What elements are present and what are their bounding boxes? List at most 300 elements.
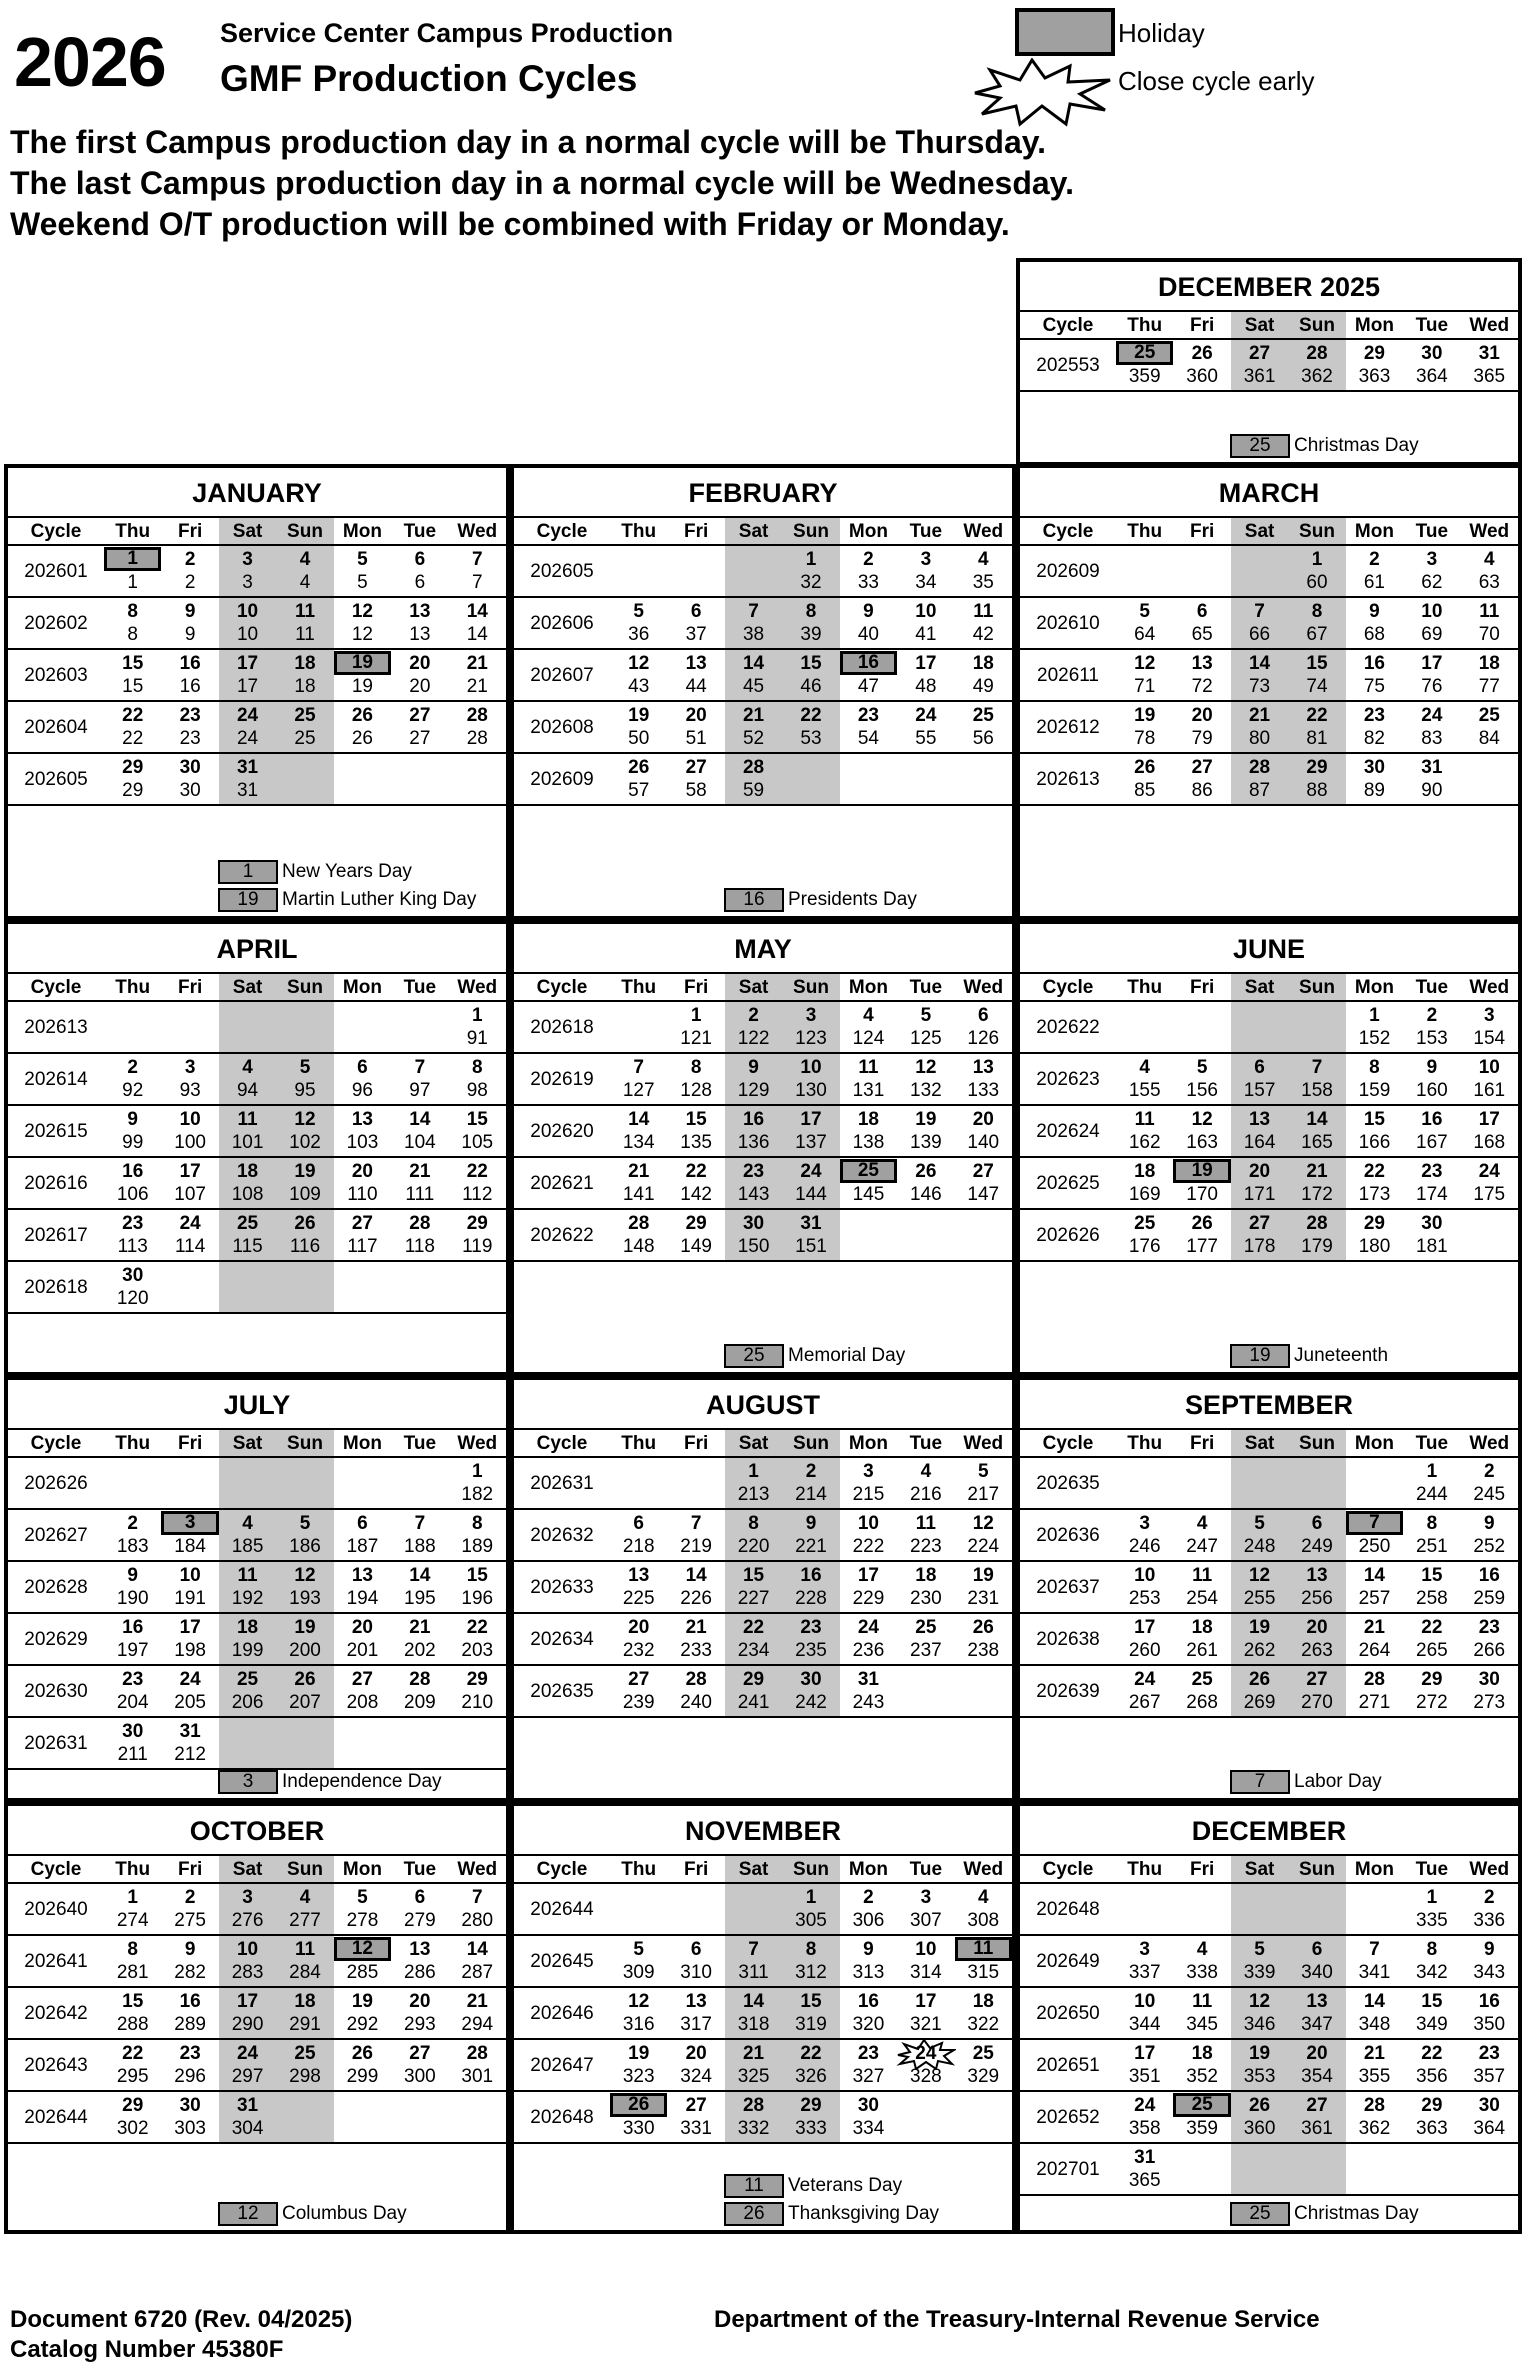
holiday-name: Labor Day	[1294, 1771, 1382, 1792]
day-julian: 46	[800, 676, 822, 697]
day-julian: 285	[346, 1962, 379, 1983]
day-date: 14	[1363, 1565, 1385, 1586]
day-date: 24	[236, 705, 259, 726]
day-date: 29	[122, 757, 144, 778]
day-header: Tue	[1403, 1430, 1460, 1458]
holiday-date-box: 11	[724, 2174, 784, 2198]
day-cell	[782, 1458, 839, 1510]
day-date: 19	[972, 1565, 994, 1586]
day-cell	[725, 1510, 782, 1562]
month-title: DECEMBER 2025	[1020, 262, 1518, 312]
day-header: Fri	[1173, 312, 1230, 340]
day-date: 14	[1363, 1991, 1385, 2012]
day-julian: 71	[1134, 676, 1156, 697]
day-julian: 191	[174, 1588, 206, 1609]
day-header: Fri	[161, 518, 218, 546]
day-julian: 150	[737, 1236, 770, 1257]
day-date: 9	[748, 1057, 759, 1078]
day-julian: 238	[967, 1640, 1000, 1661]
day-date: 23	[179, 2043, 201, 2064]
day-cell	[1116, 650, 1173, 702]
note-last-day: The last Campus production day in a normal cycle will be Wednesday.	[10, 165, 1074, 201]
day-header: Thu	[610, 518, 667, 546]
day-julian: 184	[174, 1536, 206, 1557]
day-cell	[1288, 1458, 1345, 1510]
day-cell	[219, 546, 276, 598]
day-date: 12	[334, 1937, 391, 1961]
month-grid	[1020, 974, 1518, 1262]
day-cell	[1173, 1562, 1230, 1614]
day-cell	[219, 1458, 276, 1510]
day-header: Tue	[1403, 1856, 1460, 1884]
day-cell	[1346, 1884, 1403, 1936]
day-julian: 195	[404, 1588, 436, 1609]
day-julian: 272	[1416, 1692, 1448, 1713]
day-cell	[391, 754, 448, 806]
day-date: 30	[1363, 757, 1385, 778]
day-date: 17	[857, 1565, 879, 1586]
day-cell	[1116, 546, 1173, 598]
month-december	[1016, 1802, 1522, 2234]
day-julian: 135	[680, 1132, 712, 1153]
day-date: 28	[1363, 1669, 1385, 1690]
day-date: 7	[471, 549, 483, 570]
day-date: 23	[1363, 705, 1385, 726]
day-date: 8	[805, 1939, 817, 1960]
day-julian: 36	[628, 624, 650, 645]
day-date: 9	[127, 1109, 138, 1130]
day-julian: 110	[347, 1184, 378, 1205]
day-julian: 107	[174, 1184, 206, 1205]
day-cell	[1231, 1054, 1288, 1106]
day-date: 2	[1483, 1887, 1495, 1908]
day-date: 6	[1311, 1513, 1323, 1534]
day-cell	[667, 1054, 724, 1106]
day-cell	[725, 2092, 782, 2144]
day-cell	[840, 1458, 897, 1510]
day-header: Cycle	[514, 974, 610, 1002]
day-header: Sun	[782, 518, 839, 546]
holiday-note	[218, 1770, 442, 1794]
day-date: 5	[357, 1887, 368, 1908]
day-header: Thu	[610, 974, 667, 1002]
day-cell	[1403, 2092, 1460, 2144]
day-cell	[1403, 1988, 1460, 2040]
day-cell	[725, 1936, 782, 1988]
cycle-number: 202614	[8, 1054, 104, 1106]
day-julian: 167	[1416, 1132, 1448, 1153]
day-julian: 248	[1243, 1536, 1276, 1557]
day-date: 17	[1421, 653, 1443, 674]
day-date: 26	[351, 2043, 373, 2064]
day-date: 14	[466, 1939, 488, 1960]
day-date: 3	[920, 549, 932, 570]
day-julian: 26	[351, 728, 373, 749]
day-cell	[667, 1562, 724, 1614]
year-title: 2026	[14, 23, 166, 101]
day-cell	[1461, 1614, 1518, 1666]
day-julian: 230	[910, 1588, 942, 1609]
day-cell	[840, 754, 897, 806]
day-julian: 363	[1358, 366, 1391, 387]
day-cell	[276, 598, 333, 650]
day-julian: 302	[116, 2118, 149, 2139]
day-header: Cycle	[514, 518, 610, 546]
day-julian: 100	[174, 1132, 206, 1153]
day-julian: 18	[294, 676, 316, 697]
day-julian: 270	[1301, 1692, 1333, 1713]
day-cell	[725, 1210, 782, 1262]
day-cell	[219, 1614, 276, 1666]
cycle-number: 202620	[514, 1106, 610, 1158]
day-cell	[1116, 2040, 1173, 2092]
day-date: 4	[1196, 1513, 1208, 1534]
day-julian: 363	[1416, 2118, 1448, 2139]
day-date: 14	[1248, 653, 1271, 674]
day-cell	[1403, 1002, 1460, 1054]
day-cell	[782, 1510, 839, 1562]
day-julian: 203	[461, 1640, 494, 1661]
month-grid	[514, 1856, 1012, 2144]
day-date: 20	[409, 1991, 431, 2012]
day-julian: 262	[1243, 1640, 1276, 1661]
day-date: 2	[127, 1057, 138, 1078]
day-cell	[219, 1718, 276, 1770]
day-date: 12	[1134, 653, 1156, 674]
day-date: 1	[805, 1887, 817, 1908]
month-title: NOVEMBER	[514, 1806, 1012, 1856]
day-cell	[391, 1210, 448, 1262]
day-cell	[219, 1936, 276, 1988]
cycle-number: 202622	[514, 1210, 610, 1262]
cycle-number: 202618	[514, 1002, 610, 1054]
day-cell	[276, 1510, 333, 1562]
day-date: 3	[242, 1887, 253, 1908]
day-julian: 307	[910, 1910, 942, 1931]
day-date: 19	[351, 1991, 373, 2012]
month-title: JULY	[8, 1380, 506, 1430]
day-cell	[897, 1666, 954, 1718]
day-julian: 51	[685, 728, 707, 749]
day-date: 1	[471, 1461, 483, 1482]
day-date: 10	[1134, 1991, 1156, 2012]
day-cell	[1288, 2144, 1345, 2196]
day-cell	[1461, 546, 1518, 598]
month-grid	[1020, 518, 1518, 806]
day-header: Mon	[334, 1856, 391, 1884]
day-date: 25	[294, 2043, 316, 2064]
day-julian: 237	[910, 1640, 942, 1661]
day-julian: 50	[628, 728, 650, 749]
day-cell	[334, 1002, 391, 1054]
day-header: Wed	[955, 518, 1012, 546]
day-cell	[219, 1210, 276, 1262]
day-julian: 281	[116, 1962, 149, 1983]
day-cell	[219, 2040, 276, 2092]
day-cell	[955, 1106, 1012, 1158]
day-date: 27	[1248, 1213, 1271, 1234]
day-julian: 308	[967, 1910, 1000, 1931]
day-date: 31	[1478, 343, 1500, 364]
day-julian: 364	[1416, 366, 1448, 387]
day-julian: 58	[685, 780, 707, 801]
day-cell	[449, 1614, 506, 1666]
day-date: 4	[242, 1057, 253, 1078]
day-julian: 63	[1478, 572, 1500, 593]
day-cell	[897, 2092, 954, 2144]
day-julian: 173	[1358, 1184, 1391, 1205]
day-date: 2	[1369, 549, 1380, 570]
day-cell	[725, 1988, 782, 2040]
day-date: 10	[236, 601, 259, 622]
cycle-number: 202609	[1020, 546, 1116, 598]
day-date: 7	[471, 1887, 483, 1908]
day-julian: 79	[1191, 728, 1213, 749]
day-date: 29	[800, 2095, 822, 2116]
day-cell	[104, 1718, 161, 1770]
day-date: 18	[1191, 2043, 1213, 2064]
day-julian: 189	[461, 1536, 494, 1557]
holiday-name: Veterans Day	[788, 2175, 903, 2196]
day-julian: 212	[174, 1744, 206, 1765]
day-julian: 128	[680, 1080, 712, 1101]
day-date: 21	[1306, 1161, 1328, 1182]
day-header: Sat	[1231, 1430, 1288, 1458]
day-date: 8	[127, 1939, 138, 1960]
day-cell	[391, 1510, 448, 1562]
cycle-number: 202632	[514, 1510, 610, 1562]
day-cell	[725, 1562, 782, 1614]
day-cell	[840, 1210, 897, 1262]
day-julian: 78	[1134, 728, 1156, 749]
day-date: 27	[972, 1161, 994, 1182]
day-julian: 170	[1186, 1184, 1218, 1205]
day-julian: 137	[795, 1132, 827, 1153]
day-date: 23	[1421, 1161, 1443, 1182]
cycle-number: 202639	[1020, 1666, 1116, 1718]
day-date: 26	[1134, 757, 1156, 778]
day-julian: 57	[628, 780, 650, 801]
day-cell	[391, 1666, 448, 1718]
day-header: Fri	[1173, 1856, 1230, 1884]
day-julian: 32	[800, 572, 822, 593]
day-julian: 267	[1128, 1692, 1161, 1713]
day-julian: 252	[1473, 1536, 1506, 1557]
day-cell	[219, 1054, 276, 1106]
day-julian: 176	[1128, 1236, 1161, 1257]
day-cell	[1288, 1510, 1345, 1562]
day-cell	[897, 1936, 954, 1988]
day-date: 6	[1254, 1057, 1265, 1078]
day-cell	[667, 2092, 724, 2144]
day-julian: 225	[622, 1588, 655, 1609]
day-cell	[840, 1614, 897, 1666]
day-date: 22	[1421, 2043, 1443, 2064]
day-date: 22	[1306, 705, 1328, 726]
day-header: Fri	[161, 974, 218, 1002]
day-header: Sat	[725, 1856, 782, 1884]
day-cell	[449, 702, 506, 754]
day-cell	[1116, 1106, 1173, 1158]
day-date: 3	[805, 1005, 817, 1026]
day-cell	[1346, 2144, 1403, 2196]
day-date: 3	[1139, 1939, 1150, 1960]
day-julian: 339	[1243, 1962, 1276, 1983]
day-cell	[955, 702, 1012, 754]
cycle-number: 202617	[8, 1210, 104, 1262]
day-julian: 293	[404, 2014, 436, 2035]
day-cell	[1403, 2040, 1460, 2092]
holiday-note	[1230, 1344, 1388, 1368]
day-cell	[161, 1158, 218, 1210]
day-cell	[1461, 2144, 1518, 2196]
day-date: 25	[1173, 2093, 1230, 2117]
day-julian: 53	[800, 728, 822, 749]
day-julian: 240	[680, 1692, 712, 1713]
day-julian: 127	[622, 1080, 655, 1101]
day-julian: 124	[852, 1028, 885, 1049]
cycle-number: 202633	[514, 1562, 610, 1614]
day-julian: 95	[294, 1080, 316, 1101]
day-date: 13	[1306, 1991, 1328, 2012]
day-julian: 320	[852, 2014, 885, 2035]
cycle-number: 202701	[1020, 2144, 1116, 2196]
day-julian: 208	[346, 1692, 379, 1713]
day-cell	[449, 1666, 506, 1718]
day-date: 16	[742, 1109, 765, 1130]
day-julian: 115	[232, 1236, 263, 1257]
day-julian: 197	[116, 1640, 149, 1661]
cycle-number: 202636	[1020, 1510, 1116, 1562]
day-header: Sun	[276, 1430, 333, 1458]
day-julian: 210	[461, 1692, 494, 1713]
day-date: 8	[1426, 1939, 1438, 1960]
day-julian: 129	[737, 1080, 770, 1101]
month-title: DECEMBER	[1020, 1806, 1518, 1856]
day-julian: 55	[915, 728, 937, 749]
day-header: Sat	[1231, 312, 1288, 340]
day-cell	[782, 1002, 839, 1054]
day-cell	[449, 1054, 506, 1106]
day-julian: 169	[1128, 1184, 1161, 1205]
day-julian: 108	[231, 1184, 264, 1205]
day-cell	[1173, 1988, 1230, 2040]
day-header: Tue	[1403, 518, 1460, 546]
day-cell	[1403, 1936, 1460, 1988]
day-date: 23	[1478, 1617, 1500, 1638]
day-cell	[840, 1666, 897, 1718]
day-julian: 338	[1186, 1962, 1218, 1983]
day-cell	[1231, 2092, 1288, 2144]
day-date: 22	[742, 1617, 765, 1638]
day-cell	[1346, 702, 1403, 754]
day-date: 20	[351, 1161, 373, 1182]
day-julian: 254	[1186, 1588, 1218, 1609]
day-date: 2	[863, 1887, 874, 1908]
day-julian: 157	[1243, 1080, 1276, 1101]
day-date: 15	[685, 1109, 707, 1130]
day-cell	[955, 1054, 1012, 1106]
day-date: 12	[972, 1513, 994, 1534]
day-date: 21	[742, 705, 765, 726]
day-header: Mon	[1346, 518, 1403, 546]
day-cell	[610, 1210, 667, 1262]
day-date: 24	[179, 1213, 201, 1234]
day-date: 15	[122, 653, 144, 674]
day-date: 28	[1306, 343, 1328, 364]
day-date: 19	[294, 1161, 316, 1182]
day-julian: 356	[1416, 2066, 1448, 2087]
day-julian: 263	[1301, 1640, 1333, 1661]
day-cell	[897, 1458, 954, 1510]
day-julian: 264	[1358, 1640, 1391, 1661]
day-julian: 271	[1358, 1692, 1391, 1713]
day-date: 27	[351, 1669, 373, 1690]
day-julian: 133	[967, 1080, 1000, 1101]
day-cell	[334, 1210, 391, 1262]
day-date: 15	[466, 1109, 488, 1130]
day-cell	[1346, 1936, 1403, 1988]
day-header: Mon	[1346, 312, 1403, 340]
day-cell	[1116, 1884, 1173, 1936]
day-date: 16	[1478, 1565, 1500, 1586]
day-julian: 10	[236, 624, 259, 645]
day-date: 27	[1191, 757, 1213, 778]
day-julian: 134	[622, 1132, 655, 1153]
day-julian: 68	[1363, 624, 1385, 645]
day-cell	[840, 1158, 897, 1210]
day-julian: 232	[622, 1640, 655, 1661]
day-cell	[1231, 1510, 1288, 1562]
day-julian: 357	[1473, 2066, 1506, 2087]
day-cell	[610, 1054, 667, 1106]
day-julian: 348	[1358, 2014, 1391, 2035]
cycle-number: 202637	[1020, 1562, 1116, 1614]
holiday-date-box: 25	[1230, 434, 1290, 458]
day-julian: 193	[289, 1588, 321, 1609]
day-date: 25	[972, 705, 994, 726]
day-cell	[334, 2092, 391, 2144]
day-date: 11	[294, 601, 316, 622]
day-julian: 132	[910, 1080, 942, 1101]
day-julian: 351	[1128, 2066, 1161, 2087]
day-date: 11	[858, 1057, 879, 1078]
cycle-number: 202647	[514, 2040, 610, 2092]
day-cell	[334, 1262, 391, 1314]
day-julian: 158	[1301, 1080, 1333, 1101]
cycle-number: 202628	[8, 1562, 104, 1614]
day-date: 9	[1369, 601, 1380, 622]
day-cell	[667, 1884, 724, 1936]
day-date: 16	[840, 651, 897, 675]
day-cell	[1403, 702, 1460, 754]
day-date: 29	[122, 2095, 144, 2116]
day-date: 31	[857, 1669, 879, 1690]
day-cell	[782, 1666, 839, 1718]
day-header: Sun	[782, 974, 839, 1002]
day-cell	[1231, 1988, 1288, 2040]
month-grid	[514, 1430, 1012, 1718]
day-date: 2	[1483, 1461, 1495, 1482]
day-header: Thu	[104, 1430, 161, 1458]
day-julian: 38	[742, 624, 765, 645]
day-cell	[1403, 340, 1460, 392]
day-date: 2	[184, 1887, 196, 1908]
day-cell	[955, 1936, 1012, 1988]
cycle-number: 202618	[8, 1262, 104, 1314]
day-julian: 48	[915, 676, 937, 697]
day-julian: 229	[852, 1588, 885, 1609]
